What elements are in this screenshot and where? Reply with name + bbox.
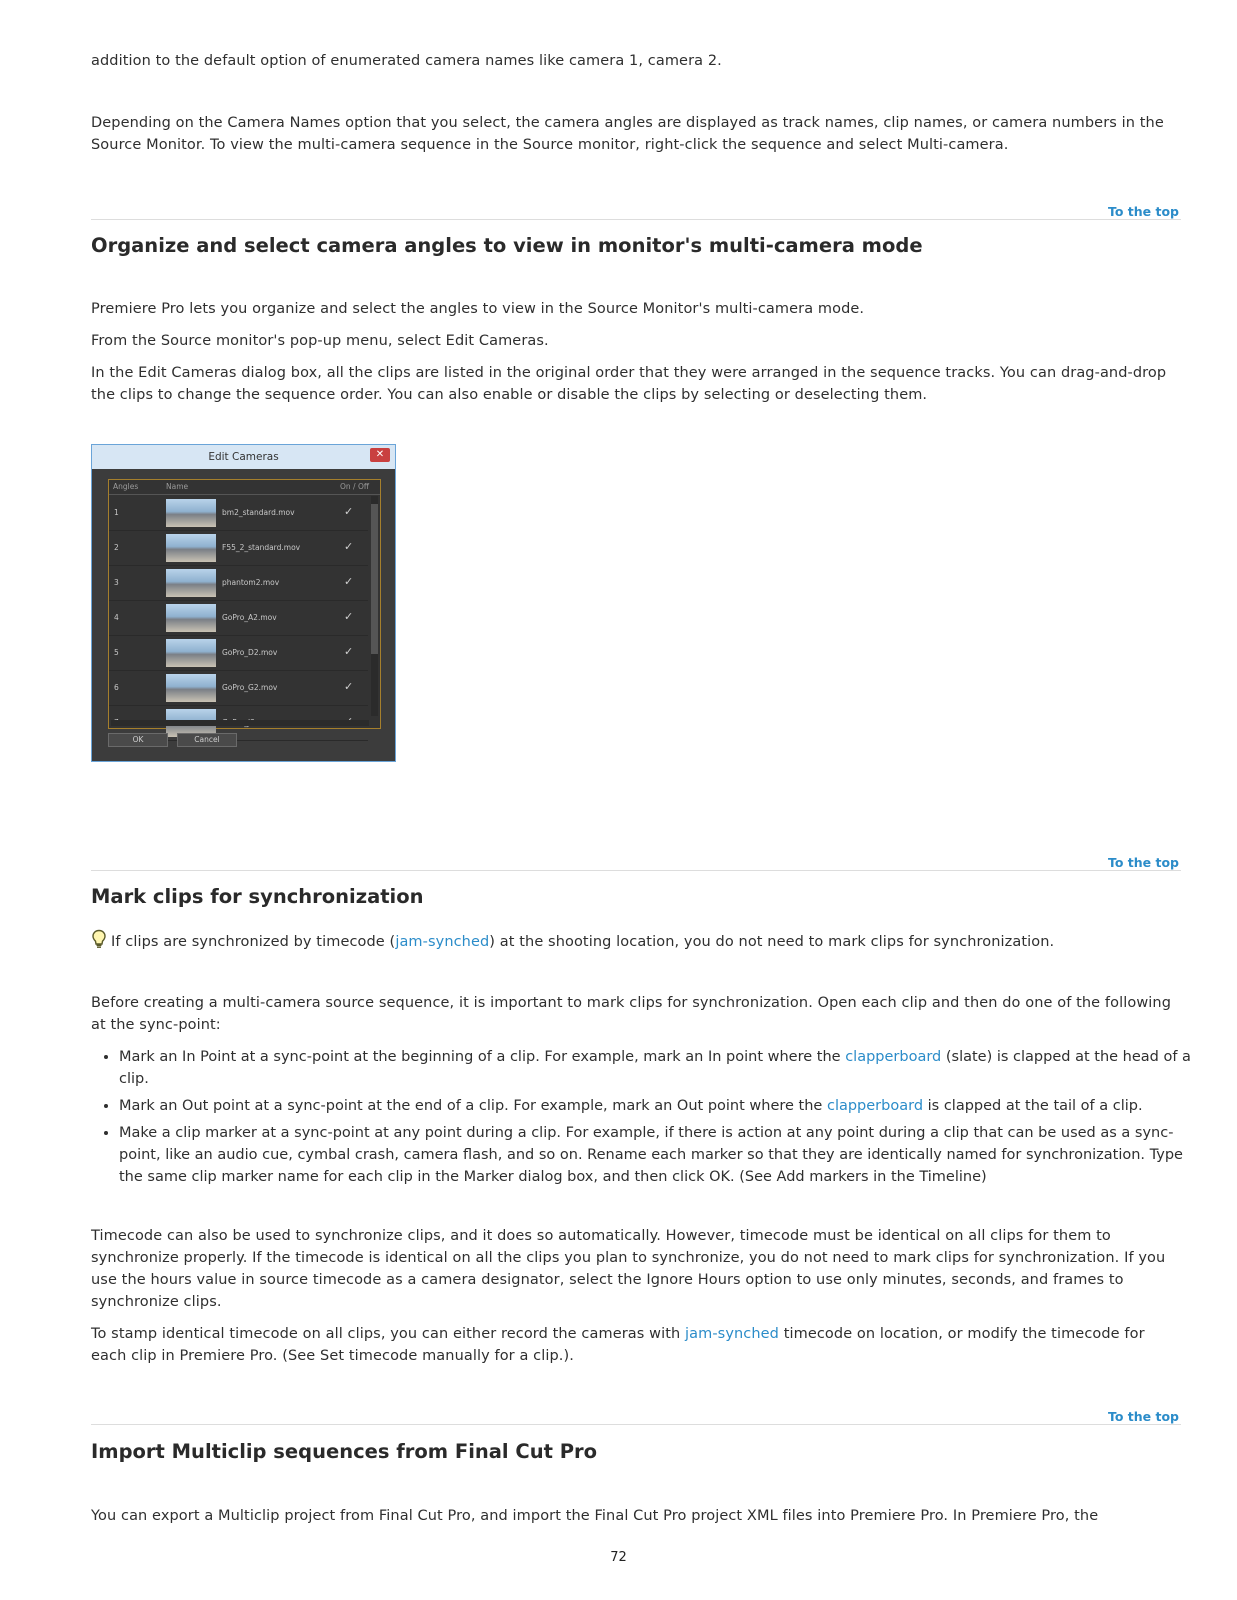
clip-thumbnail bbox=[166, 604, 216, 632]
scrollbar-thumb[interactable] bbox=[371, 504, 378, 654]
clip-name: GoPro_D2.mov bbox=[222, 648, 278, 657]
camera-row[interactable] bbox=[109, 636, 368, 671]
section-heading-mark-clips: Mark clips for synchronization bbox=[91, 885, 424, 908]
section-heading-organize-angles: Organize and select camera angles to view in monitor's multi-camera mode bbox=[91, 234, 923, 257]
clip-name: GoPro_A2.mov bbox=[222, 613, 277, 622]
clip-name: GoPro_G2.mov bbox=[222, 683, 278, 692]
to-the-top-link[interactable]: To the top bbox=[1107, 204, 1179, 219]
clip-thumbnail bbox=[166, 674, 216, 702]
jam-synched-link[interactable]: jam-synched bbox=[685, 1326, 779, 1342]
list-item bbox=[119, 1095, 1194, 1117]
checkmark-icon[interactable]: ✓ bbox=[344, 645, 354, 658]
bullet-text: Mark an In Point at a sync-point at the beginning of a clip. For example, mark an In point where the bbox=[119, 1049, 846, 1065]
clip-name: phantom2.mov bbox=[222, 578, 280, 587]
camera-row[interactable] bbox=[109, 671, 368, 706]
bullet-text: Mark an Out point at a sync-point at the end of a clip. For example, mark an Out point where the bbox=[119, 1098, 827, 1114]
edit-cameras-dialog bbox=[91, 444, 396, 762]
section2-paragraph-3 bbox=[91, 1323, 1181, 1367]
column-header-angles: Angles bbox=[113, 482, 139, 491]
camera-row[interactable] bbox=[109, 496, 368, 531]
bullet-text: (slate) is clapped at the head of a clip. bbox=[119, 1049, 1191, 1087]
camera-list-panel bbox=[108, 479, 381, 729]
camera-list-header bbox=[109, 480, 380, 495]
vertical-scrollbar[interactable] bbox=[371, 496, 378, 716]
clip-name: bm2_standard.mov bbox=[222, 508, 295, 517]
checkmark-icon[interactable]: ✓ bbox=[344, 680, 354, 693]
list-item: • Make a clip marker at a sync-point at any point during a clip. For example, if there is action at any point during a clip that can be used as a sync-point, like an audio cue, cymbal crash, camera flash, and so on. Rename each marker so that they are identically named for synchronization. Type the same clip marker name for each clip in the Marker dialog box, and then click OK. (See Add markers in the Timeline) bbox=[119, 1122, 1194, 1188]
to-the-top-link[interactable]: To the top bbox=[1107, 1409, 1179, 1424]
ok-button[interactable]: OK bbox=[108, 733, 168, 747]
section1-paragraph-1: Premiere Pro lets you organize and select the angles to view in the Source Monitor's multi-camera mode. bbox=[91, 301, 865, 317]
page-number: 72 bbox=[610, 1550, 627, 1565]
section-divider bbox=[91, 1424, 1181, 1425]
section-heading-import-multiclip: Import Multiclip sequences from Final Cut Pro bbox=[91, 1440, 598, 1463]
dialog-title: Edit Cameras bbox=[208, 451, 279, 463]
section1-paragraph-3: In the Edit Cameras dialog box, all the clips are listed in the original order that they were arranged in the sequence tracks. You can drag-and-drop the clips to change the sequence order. You can also enable or disable the clips by selecting or deselecting them. bbox=[91, 365, 1167, 403]
clip-name: F55_2_standard.mov bbox=[222, 543, 301, 552]
tip-text-start: If clips are synchronized by timecode ( bbox=[111, 934, 396, 950]
angle-number: 5 bbox=[114, 648, 119, 657]
clapperboard-link[interactable]: clapperboard bbox=[826, 1098, 924, 1114]
checkmark-icon[interactable]: ✓ bbox=[344, 575, 354, 588]
clip-thumbnail bbox=[166, 639, 216, 667]
section3-paragraph-1: You can export a Multiclip project from Final Cut Pro, and import the Final Cut Pro project XML files into Premiere Pro. In Premiere Pro, the bbox=[91, 1508, 1099, 1524]
angle-number: 2 bbox=[114, 543, 119, 552]
jam-synched-link[interactable]: jam-synched bbox=[395, 934, 490, 950]
clip-thumbnail bbox=[166, 534, 216, 562]
section-divider bbox=[91, 219, 1181, 220]
intro-paragraph-1: addition to the default option of enumerated camera names like camera 1, camera 2. bbox=[91, 53, 722, 69]
close-icon[interactable]: ✕ bbox=[370, 448, 390, 462]
angle-number: 1 bbox=[114, 508, 119, 517]
cancel-button[interactable]: Cancel bbox=[177, 733, 237, 747]
section-divider bbox=[91, 870, 1181, 871]
clip-thumbnail bbox=[166, 499, 216, 527]
angle-number: 6 bbox=[114, 683, 119, 692]
clip-thumbnail bbox=[166, 569, 216, 597]
angle-number: 4 bbox=[114, 613, 119, 622]
checkmark-icon[interactable]: ✓ bbox=[344, 610, 354, 623]
intro-paragraph-2: Depending on the Camera Names option that you select, the camera angles are displayed as track names, clip names, or camera numbers in the Source Monitor. To view the multi-camera sequence in the Source monitor, right-click the sequence and select Multi-camera. bbox=[91, 115, 1164, 153]
tip-note bbox=[91, 929, 1181, 956]
bullet-text: is clapped at the tail of a clip. bbox=[923, 1098, 1143, 1114]
section2-paragraph-1: Before creating a multi-camera source sequence, it is important to mark clips for synchronization. Open each clip and then do one of the following at the sync-point: bbox=[91, 995, 1172, 1033]
paragraph-text: To stamp identical timecode on all clips, you can either record the cameras with bbox=[91, 1326, 685, 1342]
lightbulb-icon bbox=[91, 929, 107, 956]
paragraph-text: timecode on location, or modify the timecode for each clip in Premiere Pro. (See Set timecode manually for a clip.). bbox=[91, 1326, 1145, 1364]
column-header-on-off: On / Off bbox=[340, 482, 370, 491]
camera-rows bbox=[109, 496, 368, 716]
tip-text-end: ) at the shooting location, you do not need to mark clips for synchronization. bbox=[489, 934, 1055, 950]
sync-method-list bbox=[91, 1046, 1194, 1193]
section1-paragraph-2: From the Source monitor's pop-up menu, select Edit Cameras. bbox=[91, 333, 549, 349]
to-the-top-link[interactable]: To the top bbox=[1107, 855, 1179, 870]
checkmark-icon[interactable]: ✓ bbox=[344, 540, 354, 553]
list-item bbox=[119, 1046, 1194, 1090]
camera-row[interactable] bbox=[109, 531, 368, 566]
camera-row[interactable] bbox=[109, 601, 368, 636]
camera-row[interactable] bbox=[109, 566, 368, 601]
checkmark-icon[interactable]: ✓ bbox=[344, 505, 354, 518]
column-header-name: Name bbox=[166, 482, 189, 491]
dialog-title-bar bbox=[92, 445, 395, 469]
horizontal-scrollbar[interactable] bbox=[111, 720, 369, 726]
angle-number: 3 bbox=[114, 578, 119, 587]
section2-paragraph-2: Timecode can also be used to synchronize clips, and it does so automatically. However, timecode must be identical on all clips for them to synchronize properly. If the timecode is identical on all the clips you plan to synchronize, you do not need to mark clips for synchronization. If you use the hours value in source timecode as a camera designator, select the Ignore Hours option to use only minutes, seconds, and frames to synchronize clips. bbox=[91, 1228, 1166, 1310]
clapperboard-link[interactable]: clapperboard bbox=[845, 1049, 942, 1065]
